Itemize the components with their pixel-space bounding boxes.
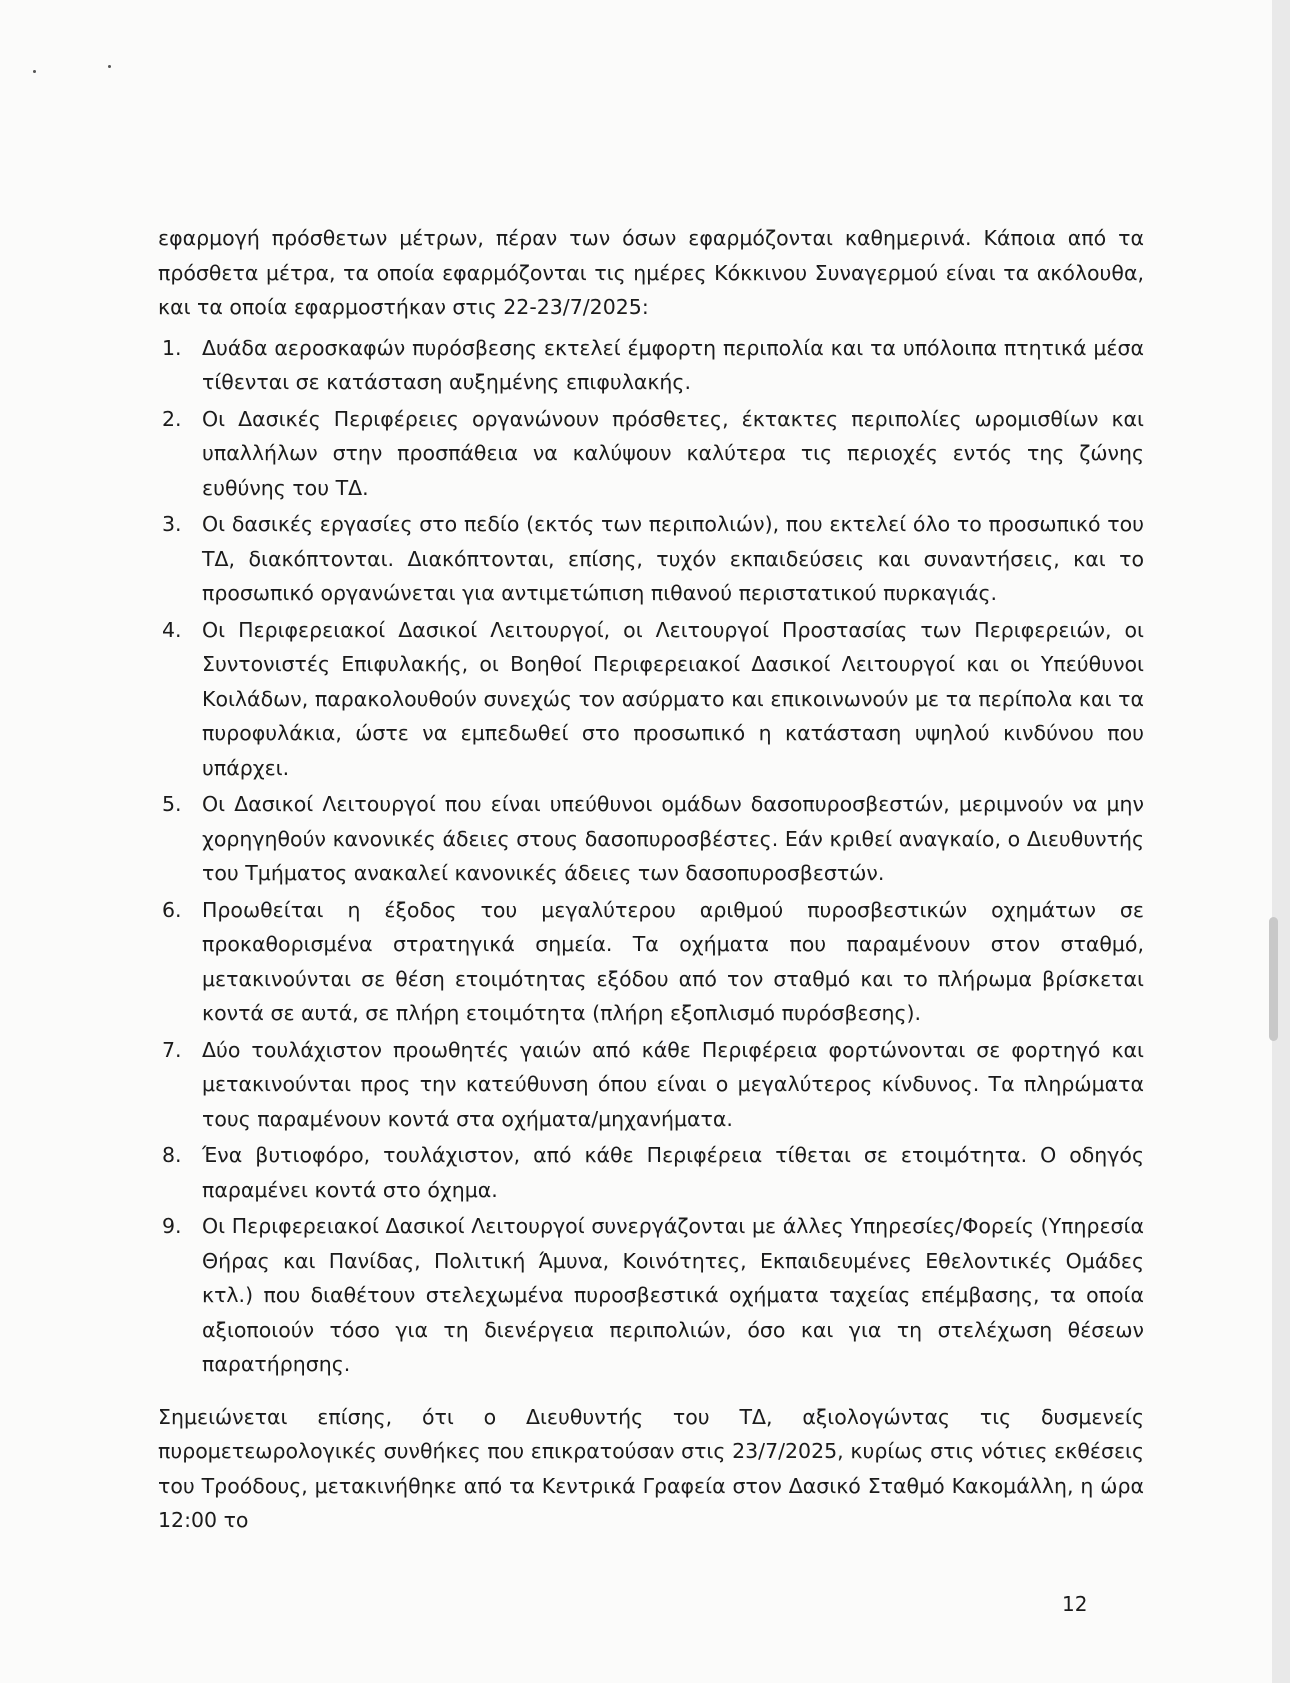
list-item-number: 3. — [162, 512, 182, 536]
list-item-text: Οι δασικές εργασίες στο πεδίο (εκτός των περιπολιών), που εκτελεί όλο το προσωπικό του ΤΔ, διακόπτονται. Διακόπτονται, επίσης, τυχόν εκπαιδεύσεις και συναντήσεις, και το προσωπικό οργανώνεται για αντιμετώπιση πιθανού περιστατικού πυρκαγιάς. — [202, 512, 1144, 605]
list-item-number: 8. — [162, 1143, 182, 1167]
scan-mark — [33, 70, 36, 73]
list-item-number: 1. — [162, 335, 182, 360]
list-item-text: Οι Περιφερειακοί Δασικοί Λειτουργοί, οι Λειτουργοί Προστασίας των Περιφερειών, οι Συντονιστές Επιφυλακής, οι Βοηθοί Περιφερειακοί Δασικοί Λειτουργοί και οι Υπεύθυνοι Κοιλάδων, παρακολουθούν συνεχώς τον ασύρματο και επικοινωνούν με τα περίπολα και τα πυροφυλάκια, ώστε να εμπεδωθεί στο προσωπικό η κατάσταση υψηλού κινδύνου που υπάρχει. — [202, 617, 1144, 780]
closing-paragraph: Σημειώνεται επίσης, ότι ο Διευθυντής του ΤΔ, αξιολογώντας τις δυσμενείς πυρομετεωρολογικές συνθήκες που επικρατούσαν στις 23/7/2025, κυρίως στις νότιες εκθέσεις του Τροόδους, μετακινήθηκε από τα Κεντρικά Γραφεία στον Δασικό Σταθμό Κακομάλλη, η ώρα 12:00 το — [158, 1404, 1144, 1532]
list-item-text: Οι Δασικές Περιφέρειες οργανώνουν πρόσθετες, έκτακτες περιπολίες ωρομισθίων και υπαλλήλων στην προσπάθεια να καλύψουν καλύτερα τις περιοχές εντός της ζώνης ευθύνης του ΤΔ. — [202, 406, 1144, 500]
list-item — [158, 1138, 1144, 1207]
list-item-text: Οι Δασικοί Λειτουργοί που είναι υπεύθυνοι ομάδων δασοπυροσβεστών, μεριμνούν να μην χορηγηθούν κανονικές άδειες στους δασοπυροσβέστες. Εάν κριθεί αναγκαίο, ο Διευθυντής του Τμήματος ανακαλεί κανονικές άδειες των δασοπυροσβεστών. — [202, 792, 1144, 885]
scrollbar-thumb[interactable] — [1269, 917, 1278, 1041]
measures-list — [158, 331, 1144, 1382]
intro-paragraph: εφαρμογή πρόσθετων μέτρων, πέραν των όσων εφαρμόζονται καθημερινά. Κάποια από τα πρόσθετα μέτρα, τα οποία εφαρμόζονται τις ημέρες Κόκκινου Συναγερμού είναι τα ακόλουθα, και τα οποία εφαρμοστήκαν στις 22-23/7/2025: — [158, 226, 1144, 319]
scrollbar-track[interactable] — [1272, 0, 1290, 1683]
list-item-text: Προωθείται η έξοδος του μεγαλύτερου αριθμού πυροσβεστικών οχημάτων σε προκαθορισμένα στρατηγικά σημεία. Τα οχήματα που παραμένουν στον σταθμό, μετακινούνται σε θέση ετοιμότητας εξόδου από τον σταθμό και το πλήρωμα βρίσκεται κοντά σε αυτά, σε πλήρη ετοιμότητα (πλήρη εξοπλισμό πυρόσβεσης). — [202, 897, 1144, 1025]
scan-mark — [108, 65, 111, 68]
document-body — [158, 221, 1144, 1538]
list-item-number: 6. — [162, 897, 182, 922]
list-item — [158, 1033, 1144, 1137]
list-item — [158, 402, 1144, 506]
list-item — [158, 1209, 1144, 1382]
list-item — [158, 507, 1144, 611]
list-item — [158, 613, 1144, 786]
list-item-text: Δύο τουλάχιστον προωθητές γαιών από κάθε Περιφέρεια φορτώνονται σε φορτηγό και μετακινούνται προς την κατεύθυνση όπου είναι ο μεγαλύτερος κίνδυνος. Τα πληρώματα τους παραμένουν κοντά στα οχήματα/μηχανήματα. — [202, 1037, 1144, 1131]
list-item — [158, 787, 1144, 891]
list-item-number: 5. — [162, 792, 182, 816]
list-item-number: 4. — [162, 617, 182, 642]
list-item-number: 7. — [162, 1037, 182, 1062]
list-item-text: Ένα βυτιοφόρο, τουλάχιστον, από κάθε Περιφέρεια τίθεται σε ετοιμότητα. Ο οδηγός παραμένει κοντά στο όχημα. — [202, 1143, 1144, 1202]
list-item — [158, 893, 1144, 1031]
list-item-text: Δυάδα αεροσκαφών πυρόσβεσης εκτελεί έμφορτη περιπολία και τα υπόλοιπα πτητικά μέσα τίθενται σε κατάσταση αυξημένης επιφυλακής. — [202, 335, 1144, 394]
page-number: 12 — [1062, 1592, 1088, 1616]
list-item-number: 2. — [162, 406, 182, 431]
list-item-number: 9. — [162, 1214, 182, 1238]
list-item — [158, 331, 1144, 400]
list-item-text: Οι Περιφερειακοί Δασικοί Λειτουργοί συνεργάζονται με άλλες Υπηρεσίες/Φορείς (Υπηρεσία Θήρας και Πανίδας, Πολιτική Άμυνα, Κοινότητες, Εκπαιδευμένες Εθελοντικές Ομάδες κτλ.) που διαθέτουν στελεχωμένα πυροσβεστικά οχήματα ταχείας επέμβασης, τα οποία αξιοποιούν τόσο για τη διενέργεια περιπολιών, όσο και για τη στελέχωση θέσεων παρατήρησης. — [202, 1214, 1144, 1376]
